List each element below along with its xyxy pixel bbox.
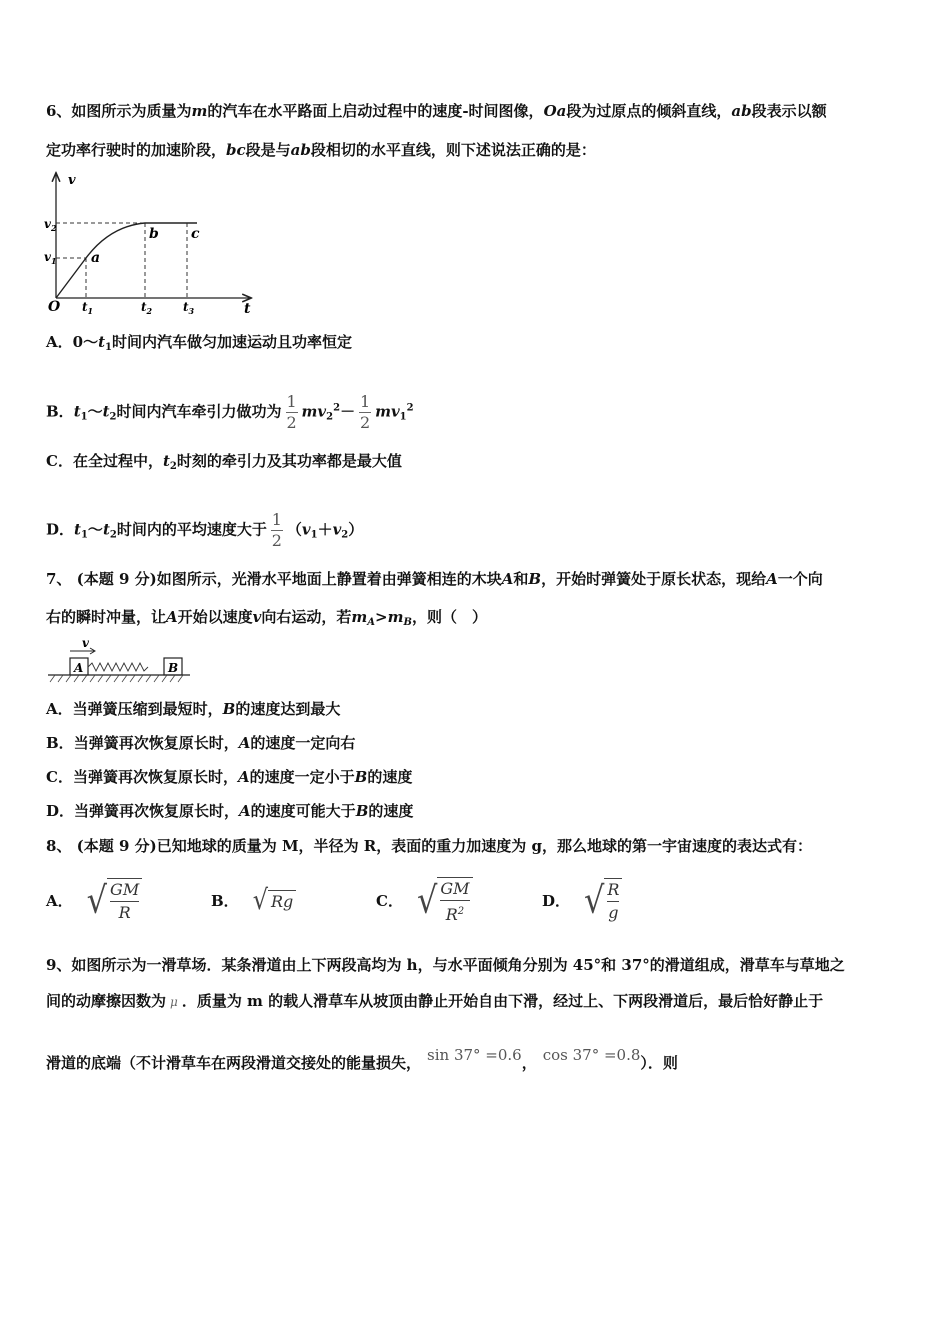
sub: 1 <box>399 411 407 423</box>
sub: 2 <box>169 461 177 472</box>
sup: 2 <box>406 402 414 414</box>
numerator: 1 <box>286 392 297 411</box>
sqrt-expression <box>253 880 297 920</box>
var-t: t <box>73 402 81 421</box>
option-label: A． <box>46 333 73 351</box>
var-t: t <box>74 520 81 539</box>
denominator: 2 <box>286 413 297 432</box>
label-v: v <box>82 636 89 650</box>
denominator: g <box>608 903 619 922</box>
var-m: m <box>351 608 368 626</box>
var-t: t <box>102 520 110 539</box>
fraction-half <box>359 392 371 433</box>
v1-letter: v <box>44 250 51 264</box>
q7-option-d[interactable] <box>46 801 413 821</box>
q7-stem-line1 <box>46 569 823 589</box>
var-b: B <box>222 700 236 718</box>
label-b: B <box>168 661 179 675</box>
text: 段为过原点的倾斜直线， <box>566 102 732 120</box>
option-label: B． <box>46 734 74 752</box>
fraction-bar <box>440 900 469 901</box>
text: 和 <box>513 570 529 588</box>
denominator: R <box>118 903 131 922</box>
cos-value: cos 37° =0.8 <box>542 1046 641 1064</box>
v2-letter: v <box>44 217 51 231</box>
text: 的速度 <box>367 768 413 786</box>
label-a: A <box>74 661 84 675</box>
q6-option-b[interactable] <box>46 392 414 433</box>
ground-hatch <box>50 675 183 682</box>
text: 向右运动，若 <box>261 608 352 626</box>
text: ～ <box>87 402 103 421</box>
text: 右的瞬时冲量，让 <box>46 608 167 626</box>
text: ，则（ ） <box>411 608 487 626</box>
text: 6、如图所示为质量为 <box>46 102 192 120</box>
v2-sub: 2 <box>50 223 57 233</box>
text: ） <box>348 520 364 539</box>
option-label: B． <box>211 891 239 910</box>
var-b: B <box>355 802 369 820</box>
text: 间的动摩擦因数为 <box>46 992 167 1010</box>
sub: 2 <box>109 411 117 423</box>
text: 滑道的底端（不计滑草车在两段滑道交接处的能量损失， <box>46 1054 422 1072</box>
text: 当弹簧再次恢复原长时， <box>72 768 238 786</box>
option-label: C． <box>376 891 403 910</box>
text: 的速度可能大于 <box>250 802 356 820</box>
q6-option-d[interactable] <box>46 510 363 551</box>
var-b: B <box>528 570 542 588</box>
label-t1 <box>82 300 93 316</box>
text: 时间内的平均速度大于 <box>116 520 267 539</box>
label-t3 <box>183 300 195 316</box>
numerator: R <box>607 880 620 899</box>
fraction-bar <box>607 901 619 902</box>
var-mv: mv <box>375 402 400 421</box>
exponent: 2 <box>457 905 465 917</box>
velocity-time-graph <box>40 170 265 320</box>
denominator-base: R <box>445 904 458 924</box>
option-label: D． <box>542 891 571 910</box>
text: 的速度一定小于 <box>249 768 355 786</box>
sub: 1 <box>80 411 88 423</box>
t2-letter: t <box>141 300 147 314</box>
q6-stem-line1 <box>46 101 827 121</box>
var-bc: bc <box>226 141 246 159</box>
text: 的速度一定向右 <box>250 734 356 752</box>
numerator: GM <box>440 878 470 898</box>
sub: A <box>367 617 376 628</box>
radicand-text: Rg <box>270 891 294 911</box>
q7-option-b[interactable] <box>46 733 355 753</box>
label-v: v <box>68 173 76 188</box>
text: 的速度 <box>368 802 414 820</box>
var-t: t <box>98 333 106 351</box>
label-v2 <box>44 217 57 233</box>
var-mu: μ <box>170 995 178 1009</box>
label-t: t <box>244 301 251 317</box>
var-a: A <box>239 802 251 820</box>
radical-icon: √ <box>416 878 438 922</box>
q8-stem: 8、 (本题 9 分)已知地球的质量为 M，半径为 R，表面的重力加速度为 g，那么地球的第一宇宙速度的表达式有： <box>46 837 812 855</box>
text: 7、 (本题 9 分)如图所示，光滑水平地面上静置着由弹簧相连的木块 <box>46 570 502 588</box>
sub: 2 <box>326 411 334 423</box>
denominator: 2 <box>359 413 371 432</box>
var-v: v <box>252 608 262 626</box>
velocity-curve <box>56 223 197 298</box>
text: 当弹簧再次恢复原长时， <box>74 802 240 820</box>
q9-stem-line2 <box>46 991 823 1012</box>
label-b: b <box>149 226 159 242</box>
numerator: 1 <box>359 392 371 411</box>
label-c: c <box>191 226 200 242</box>
var-a: A <box>501 570 514 588</box>
radical-icon: √ <box>584 878 605 922</box>
t1-letter: t <box>82 300 88 314</box>
text: ～ <box>87 520 103 539</box>
radicand <box>437 877 472 924</box>
var-v: v <box>332 520 342 539</box>
radical-icon: √ <box>252 883 268 917</box>
text: ）．则 <box>640 1054 678 1072</box>
sub: 2 <box>341 529 349 541</box>
text: （ <box>286 520 302 539</box>
text: － <box>340 402 356 421</box>
var-a: A <box>238 734 251 752</box>
text: ， <box>521 1054 537 1072</box>
q6-stem-line2 <box>46 140 596 160</box>
var-mv: mv <box>301 402 327 421</box>
var-b: B <box>354 768 368 786</box>
v1-sub: 1 <box>50 256 57 266</box>
option-label: C． <box>46 768 73 786</box>
sin-value: sin 37° =0.6 <box>427 1046 522 1064</box>
q8-option-a[interactable] <box>46 870 142 930</box>
option-label: A． <box>46 891 73 910</box>
text: 0～ <box>72 333 99 351</box>
text: 当弹簧压缩到最短时， <box>72 700 223 718</box>
q6-option-a[interactable] <box>46 332 352 358</box>
sub: 1 <box>310 529 318 541</box>
text: ，开始时弹簧处于原长状态，现给 <box>541 570 767 588</box>
q7-option-c[interactable] <box>46 767 412 787</box>
option-label: A． <box>46 700 73 718</box>
text: ＋ <box>317 520 333 539</box>
text: 时刻的牵引力及其功率都是最大值 <box>176 452 402 470</box>
label-t2 <box>141 300 153 316</box>
text: 段相切的水平直线，则下述说法正确的是： <box>310 141 596 159</box>
sub: 1 <box>105 342 112 353</box>
var-m: m <box>191 102 208 120</box>
spring-blocks-figure <box>44 636 194 686</box>
var-a: A <box>766 570 778 588</box>
sup: 2 <box>333 402 341 414</box>
q7-option-a[interactable] <box>46 699 340 719</box>
t2-sub: 2 <box>146 306 153 316</box>
denominator: 2 <box>271 531 282 550</box>
option-label: D． <box>46 520 75 539</box>
var-ab: ab <box>290 141 311 159</box>
text: 定功率行驶时的加速阶段， <box>46 141 227 159</box>
sub: B <box>403 617 412 628</box>
text: ．质量为 m 的载人滑草车从坡顶由静止开始自由下滑，经过上、下两段滑道后，最后恰好静止于 <box>181 992 824 1010</box>
numerator: GM <box>110 880 140 899</box>
q6-option-c[interactable] <box>46 451 402 477</box>
sqrt-expression <box>417 877 473 924</box>
text: 当弹簧再次恢复原长时， <box>73 734 239 752</box>
denominator <box>446 903 464 924</box>
fraction-bar <box>110 901 139 902</box>
radicand <box>604 878 622 922</box>
text: 的汽车在水平路面上启动过程中的速度-时间图像， <box>207 102 544 120</box>
q9-stem-line3 <box>46 1046 678 1073</box>
var-a: A <box>166 608 178 626</box>
t3-sub: 3 <box>188 306 195 316</box>
sub: 1 <box>80 529 88 541</box>
label-a: a <box>91 250 101 266</box>
sqrt-expression <box>87 878 143 922</box>
radical-icon: √ <box>86 878 108 922</box>
option-label: D． <box>46 802 75 820</box>
sub: 2 <box>109 529 117 541</box>
label-origin: O <box>48 299 61 315</box>
option-label: B． <box>46 402 74 421</box>
text: 时间内汽车牵引力做功为 <box>116 402 282 421</box>
spring <box>88 663 148 671</box>
q8-option-c[interactable] <box>376 870 473 930</box>
fraction-half <box>271 510 283 551</box>
numerator: 1 <box>271 510 282 529</box>
text: 的速度达到最大 <box>235 700 341 718</box>
label-v1 <box>44 250 57 266</box>
var-m: m <box>387 608 404 626</box>
radicand <box>107 878 142 922</box>
t3-letter: t <box>183 300 189 314</box>
text: 时间内汽车做匀加速运动且功率恒定 <box>111 333 352 351</box>
text: 在全过程中， <box>72 452 163 470</box>
q9-stem-line1: 9、如图所示为一滑草场．某条滑道由上下两段高均为 h，与水平面倾角分别为 45°和 37°的滑道组成，滑草车与草地之 <box>46 956 845 974</box>
text: 开始以速度 <box>177 608 253 626</box>
q7-stem-line2 <box>46 607 487 633</box>
text: 一个向 <box>777 570 823 588</box>
var-t: t <box>162 452 170 470</box>
var-t: t <box>102 402 110 421</box>
option-label: C． <box>46 452 73 470</box>
var-ab: ab <box>731 102 752 120</box>
fraction-half <box>286 392 298 433</box>
var-oa: Oa <box>543 102 567 120</box>
var-v: v <box>301 520 311 539</box>
text: 段表示以额 <box>751 102 827 120</box>
t1-sub: 1 <box>87 306 94 316</box>
text: 段是与 <box>245 141 291 159</box>
q8-options <box>46 870 666 930</box>
text: > <box>375 608 388 626</box>
radicand <box>268 890 296 911</box>
q8-option-d[interactable] <box>542 870 622 930</box>
q8-option-b[interactable] <box>211 870 296 930</box>
sqrt-expression <box>584 878 622 922</box>
var-a: A <box>237 768 250 786</box>
